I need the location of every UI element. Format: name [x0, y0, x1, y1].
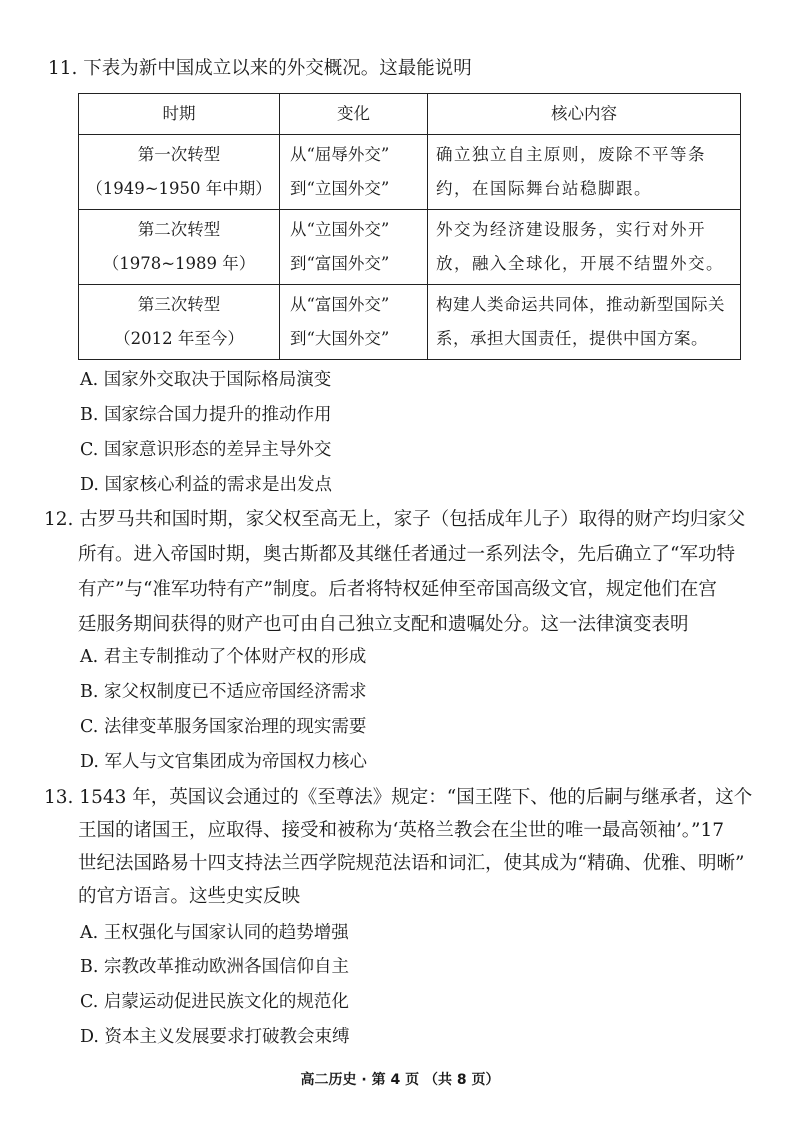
cell-line: 第一次转型	[137, 145, 221, 164]
table-row	[79, 210, 741, 285]
q13-option-d: D. 资本主义发展要求打破教会束缚	[80, 1027, 350, 1047]
cell-line: 从“立国外交”	[290, 220, 390, 239]
cell-change	[280, 210, 428, 285]
cell-change	[280, 285, 428, 360]
q12-stem-line: 廷服务期间获得的财产也可由自己独立支配和遗嘱处分。这一法律演变表明	[78, 614, 689, 635]
q12-option-d: D. 军人与文官集团成为帝国权力核心	[80, 752, 368, 772]
cell-line: 从“屈辱外交”	[290, 145, 390, 164]
table-row	[79, 285, 741, 360]
cell-line: 外交为经济建设服务，实行对外开	[436, 220, 706, 239]
q13-option-b: B. 宗教改革推动欧洲各国信仰自主	[80, 957, 349, 977]
cell-line: （2012 年至今）	[114, 329, 244, 348]
cell-line: 放，融入全球化，开展不结盟外交。	[436, 254, 724, 273]
q11-option-c: C. 国家意识形态的差异主导外交	[80, 440, 332, 460]
cell-line: 到“富国外交”	[290, 254, 390, 273]
cell-line: 第三次转型	[137, 295, 221, 314]
q11-stem: 11. 下表为新中国成立以来的外交概况。这最能说明	[48, 58, 472, 79]
cell-line: 第二次转型	[137, 220, 221, 239]
cell-content	[428, 210, 741, 285]
diplomacy-table	[78, 93, 741, 360]
q11-option-a: A. 国家外交取决于国际格局演变	[80, 370, 332, 390]
cell-line: 系，承担大国责任，提供中国方案。	[436, 329, 708, 348]
cell-period	[79, 210, 280, 285]
q11-option-d: D. 国家核心利益的需求是出发点	[80, 475, 333, 495]
cell-line: （1949~1950 年中期）	[86, 179, 272, 198]
cell-line: （1978~1989 年）	[102, 254, 256, 273]
table-row	[79, 135, 741, 210]
q12-option-c: C. 法律变革服务国家治理的现实需要	[80, 717, 367, 737]
q12-option-b: B. 家父权制度已不适应帝国经济需求	[80, 682, 367, 702]
cell-change	[280, 135, 428, 210]
q12-stem-line: 12. 古罗马共和国时期，家父权至高无上，家子（包括成年儿子）取得的财产均归家父	[44, 509, 746, 530]
q13-option-a: A. 王权强化与国家认同的趋势增强	[80, 923, 349, 943]
cell-line: 到“立国外交”	[290, 179, 390, 198]
cell-period	[79, 135, 280, 210]
cell-line: 从“富国外交”	[290, 295, 390, 314]
q11-option-b: B. 国家综合国力提升的推动作用	[80, 405, 332, 425]
q13-stem-line: 世纪法国路易十四支持法兰西学院规范法语和词汇，使其成为“精确、优雅、明晰”	[78, 853, 745, 874]
page-footer: 高二历史 · 第 4 页 （共 8 页）	[300, 1072, 500, 1088]
cell-period	[79, 285, 280, 360]
cell-line: 构建人类命运共同体，推动新型国际关	[436, 295, 725, 314]
table-header-row	[79, 94, 741, 135]
q12-stem-line: 所有。进入帝国时期，奥古斯都及其继任者通过一系列法令，先后确立了“军功特	[78, 544, 735, 565]
q12-stem-line: 有产”与“准军功特有产”制度。后者将特权延伸至帝国高级文官，规定他们在宫	[78, 579, 717, 600]
q12-option-a: A. 君主专制推动了个体财产权的形成	[80, 647, 367, 667]
q13-stem-line: 的官方语言。这些史实反映	[78, 886, 301, 907]
cell-line: 确立独立自主原则，废除不平等条	[436, 145, 706, 164]
cell-content	[428, 285, 741, 360]
header-period: 时期	[79, 94, 280, 135]
cell-content	[428, 135, 741, 210]
q13-stem-line: 王国的诸国王，应取得、接受和被称为‘英格兰教会在尘世的唯一最高领袖’。”17	[78, 820, 725, 841]
header-change: 变化	[280, 94, 428, 135]
q13-option-c: C. 启蒙运动促进民族文化的规范化	[80, 992, 349, 1012]
q13-stem-line: 13. 1543 年，英国议会通过的《至尊法》规定：“国王陛下、他的后嗣与继承者，这个	[44, 787, 753, 808]
header-content: 核心内容	[428, 94, 741, 135]
cell-line: 约，在国际舞台站稳脚跟。	[436, 179, 652, 198]
cell-line: 到“大国外交”	[290, 329, 390, 348]
